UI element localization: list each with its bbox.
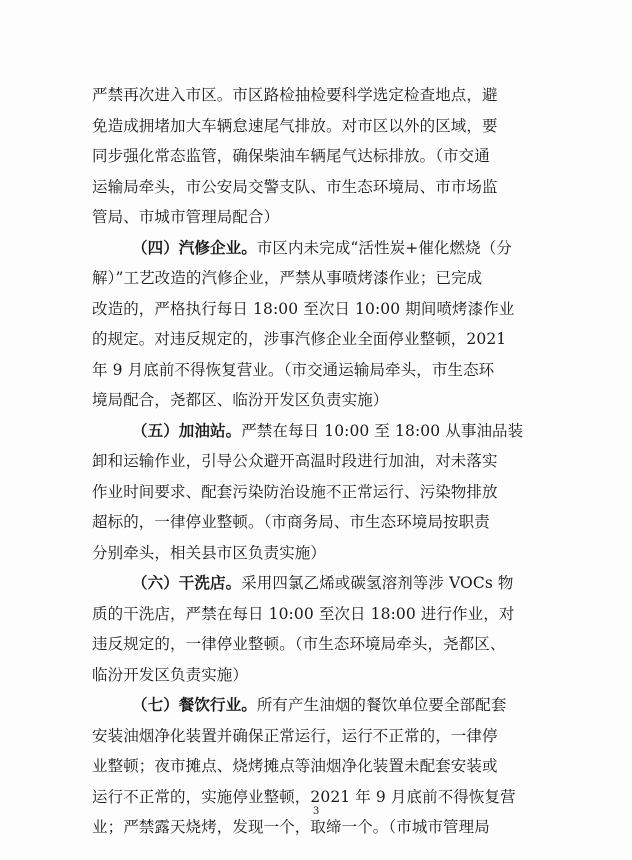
paragraph-first-line	[92, 233, 552, 264]
text-line: 超标的，一律停业整顿。（市商务局、市生态环境局按职责	[92, 513, 490, 531]
section-heading: （四）汽修企业。	[132, 237, 257, 257]
body-text	[92, 80, 552, 843]
section-heading: （六）干洗店。	[132, 573, 242, 592]
text-line: 作业时间要求、配套污染防治设施不正常运行、污染物排放	[92, 482, 498, 501]
text-line: 境局配合，尧都区、临汾开发区负责实施）	[92, 391, 389, 409]
section-heading: （七）餐饮行业。	[132, 695, 257, 714]
paragraph-first-line	[92, 568, 552, 599]
paragraph-first-line	[92, 690, 552, 721]
text-line: 业整顿；夜市摊点、烧烤摊点等油烟净化装置未配套安装或	[92, 757, 498, 775]
text-line: 质的干洗店，严禁在每日 10:00 至次日 18:00 进行作业，对	[92, 604, 515, 623]
text-line: 业；严禁露天烧烤，发现一个，取缔一个。（市城市管理局	[92, 818, 490, 836]
text-line: 运行不正常的，实施停业整顿，2021 年 9 月底前不得恢复营	[92, 787, 516, 806]
text-line: 卸和运输作业，引导公众避开高温时段进行加油，对未落实	[92, 452, 498, 470]
text-run: 市区内未完成“活性炭+催化燃烧（分	[256, 238, 512, 257]
text-line: 违反规定的，一律停业整顿。（市生态环境局牵头，尧都区、	[92, 635, 506, 653]
text-line: 临汾开发区负责实施）	[92, 665, 249, 684]
text-run: 所有产生油烟的餐饮单位要全部配套	[256, 696, 507, 714]
page-number: 3	[312, 806, 320, 817]
text-line: 年 9 月底前不得恢复营业。（市交通运输局牵头，市生态环	[92, 360, 495, 379]
section-heading: （五）加油站。	[132, 420, 242, 440]
text-line: 严禁再次进入市区。市区路检抽检要科学选定检查地点，避	[92, 86, 498, 104]
text-line: 的规定。对违反规定的，涉事汽修企业全面停业整顿，2021	[92, 330, 507, 348]
text-line: 改造的，严格执行每日 18:00 至次日 10:00 期间喷烤漆作业	[92, 299, 515, 318]
text-line: 安装油烟净化装置并确保正常运行，运行不正常的，一律停	[92, 726, 498, 745]
text-line: 分别牵头，相关县市区负责实施）	[92, 543, 327, 562]
text-line: 解）”工艺改造的汽修企业，严禁从事喷烤漆作业；已完成	[92, 269, 483, 287]
text-line: 同步强化常态监管，确保柴油车辆尾气达标排放。（市交通	[92, 147, 490, 165]
text-line: 运输局牵头，市公安局交警支队、市生态环境局、市市场监	[92, 177, 498, 196]
text-line: 免造成拥堵加大车辆怠速尾气排放。对市区以外的区域，要	[92, 116, 498, 135]
paragraph-first-line	[92, 416, 552, 447]
text-run: 采用四氯乙烯或碳氢溶剂等涉 VOCs 物	[241, 574, 514, 592]
text-line: 管局、市城市管理局配合）	[92, 208, 280, 226]
text-run: 严禁在每日 10:00 至 18:00 从事油品装	[241, 421, 524, 440]
